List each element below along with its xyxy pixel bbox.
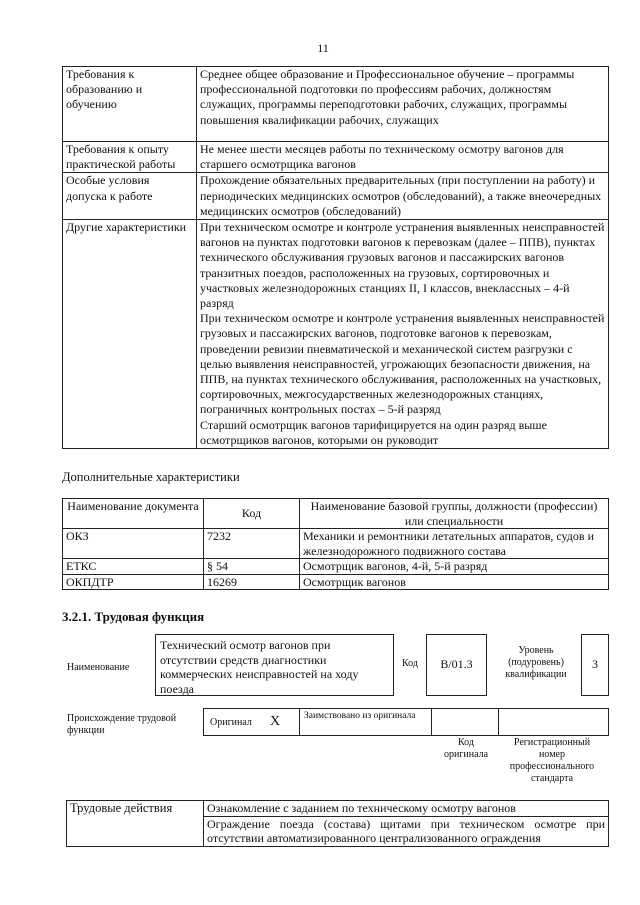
function-code-label: Код bbox=[402, 658, 418, 669]
origin-code-box bbox=[431, 708, 499, 736]
function-name-value: Технический осмотр вагонов при отсутствии средств диагностики коммерческих неисправностей на ходу поезда bbox=[160, 638, 359, 696]
row-value: Среднее общее образование и Профессиональное обучение – программы профессиональной подготовки по профессиям рабочих, должностям служащих, программы переподготовки рабочих, служащих, программы повышения квалификации рабочих, служащих bbox=[197, 67, 609, 142]
origin-reg-box bbox=[498, 708, 609, 736]
table-cell: Механики и ремонтники летательных аппаратов, судов и железнодорожного подвижного состава bbox=[300, 529, 609, 559]
additional-table bbox=[62, 498, 609, 590]
origin-borrowed-box bbox=[299, 708, 432, 736]
other-characteristics-part: При техническом осмотре и контроле устранения выявленных неисправностей грузовых и пассажирских вагонов, подготовке вагонов к перевозкам, проведении ревизии пневматической и механической систем разгрузки с целью выявления неисправностей, угрожающих безопасности движения, на ППВ, на пунктах технического обслуживания, расположенных на участковых, сортировочных, межгосударственных железнодорожных станциях, пограничных контрольных постах – 5-й разряд bbox=[200, 311, 605, 417]
row-label: Другие характеристики bbox=[63, 220, 197, 449]
origin-original-box bbox=[203, 708, 300, 736]
table-cell: ОКПДТР bbox=[63, 574, 204, 590]
table-cell: § 54 bbox=[204, 559, 300, 575]
function-name-label: Наименование bbox=[67, 662, 130, 673]
qualification-level-value: 3 bbox=[592, 657, 598, 671]
function-code-value: B/01.3 bbox=[440, 657, 473, 671]
requirements-table bbox=[62, 66, 609, 449]
action-item: Ознакомление с заданием по техническому осмотру вагонов bbox=[204, 801, 609, 817]
row-label: Требования к образованию и обучению bbox=[63, 67, 197, 142]
column-header: Наименование базовой группы, должности (профессии) или специальности bbox=[300, 499, 609, 529]
table-row bbox=[67, 801, 609, 817]
row-value: Не менее шести месяцев работы по техническому осмотру вагонов для старшего осмотрщика вагонов bbox=[197, 142, 609, 173]
qualification-level-box bbox=[581, 634, 609, 696]
origin-original-mark: X bbox=[270, 714, 281, 729]
origin-label: Происхождение трудовой функции bbox=[67, 713, 177, 736]
column-header: Наименование документа bbox=[63, 499, 204, 529]
qualification-level-label: Уровень (подуровень) квалификации bbox=[505, 645, 567, 680]
table-row bbox=[63, 220, 609, 449]
row-label: Требования к опыту практической работы bbox=[63, 142, 197, 173]
column-header: Код bbox=[204, 499, 300, 529]
origin-original-label: Оригинал bbox=[210, 717, 252, 728]
section-heading: 3.2.1. Трудовая функция bbox=[62, 609, 205, 624]
origin-borrowed-label: Заимствовано из оригинала bbox=[304, 711, 416, 721]
other-characteristics-part: При техническом осмотре и контроле устранения выявленных неисправностей вагонов на пунктах подготовки вагонов к перевозкам (далее – ППВ), пунктах технического обслуживания грузовых вагонов и пассажирских вагонов транзитных поездов, расположенных на грузовых, сортировочных и участковых железнодорожных станциях II, I классов, внеклассных – 4-й разряд bbox=[200, 220, 605, 311]
table-cell: Осмотрщик вагонов, 4-й, 5-й разряд bbox=[300, 559, 609, 575]
table-row bbox=[63, 67, 609, 142]
table-header-row bbox=[63, 499, 609, 529]
table-row bbox=[63, 559, 609, 575]
table-cell: 16269 bbox=[204, 574, 300, 590]
origin-reg-caption: Регистрационный номер профессионального стандарта bbox=[509, 737, 595, 784]
row-value bbox=[197, 220, 609, 449]
table-cell: Осмотрщик вагонов bbox=[300, 574, 609, 590]
row-value: Прохождение обязательных предварительных (при поступлении на работу) и периодических медицинских осмотров (обследований), а также внеочередных медицинских осмотров (обследований) bbox=[197, 173, 609, 220]
function-code-box bbox=[426, 634, 487, 696]
table-row bbox=[63, 142, 609, 173]
table-cell: ОКЗ bbox=[63, 529, 204, 559]
page-number: 11 bbox=[317, 41, 329, 55]
origin-code-caption: Код оригинала bbox=[443, 737, 489, 760]
table-row bbox=[63, 529, 609, 559]
table-cell: ЕТКС bbox=[63, 559, 204, 575]
table-cell: 7232 bbox=[204, 529, 300, 559]
action-item: Ограждение поезда (состава) щитами при техническом осмотре при отсутствии автоматизированного централизованного ограждения bbox=[204, 816, 609, 846]
function-name-box bbox=[155, 634, 394, 696]
table-row bbox=[63, 173, 609, 220]
table-row bbox=[63, 574, 609, 590]
row-label: Особые условия допуска к работе bbox=[63, 173, 197, 220]
other-characteristics-part: Старший осмотрщик вагонов тарифицируется на один разряд выше осмотрщиков вагонов, которыми он руководит bbox=[200, 417, 547, 447]
actions-label: Трудовые действия bbox=[67, 801, 204, 847]
labor-actions-table bbox=[66, 800, 609, 847]
additional-title: Дополнительные характеристики bbox=[62, 470, 240, 484]
